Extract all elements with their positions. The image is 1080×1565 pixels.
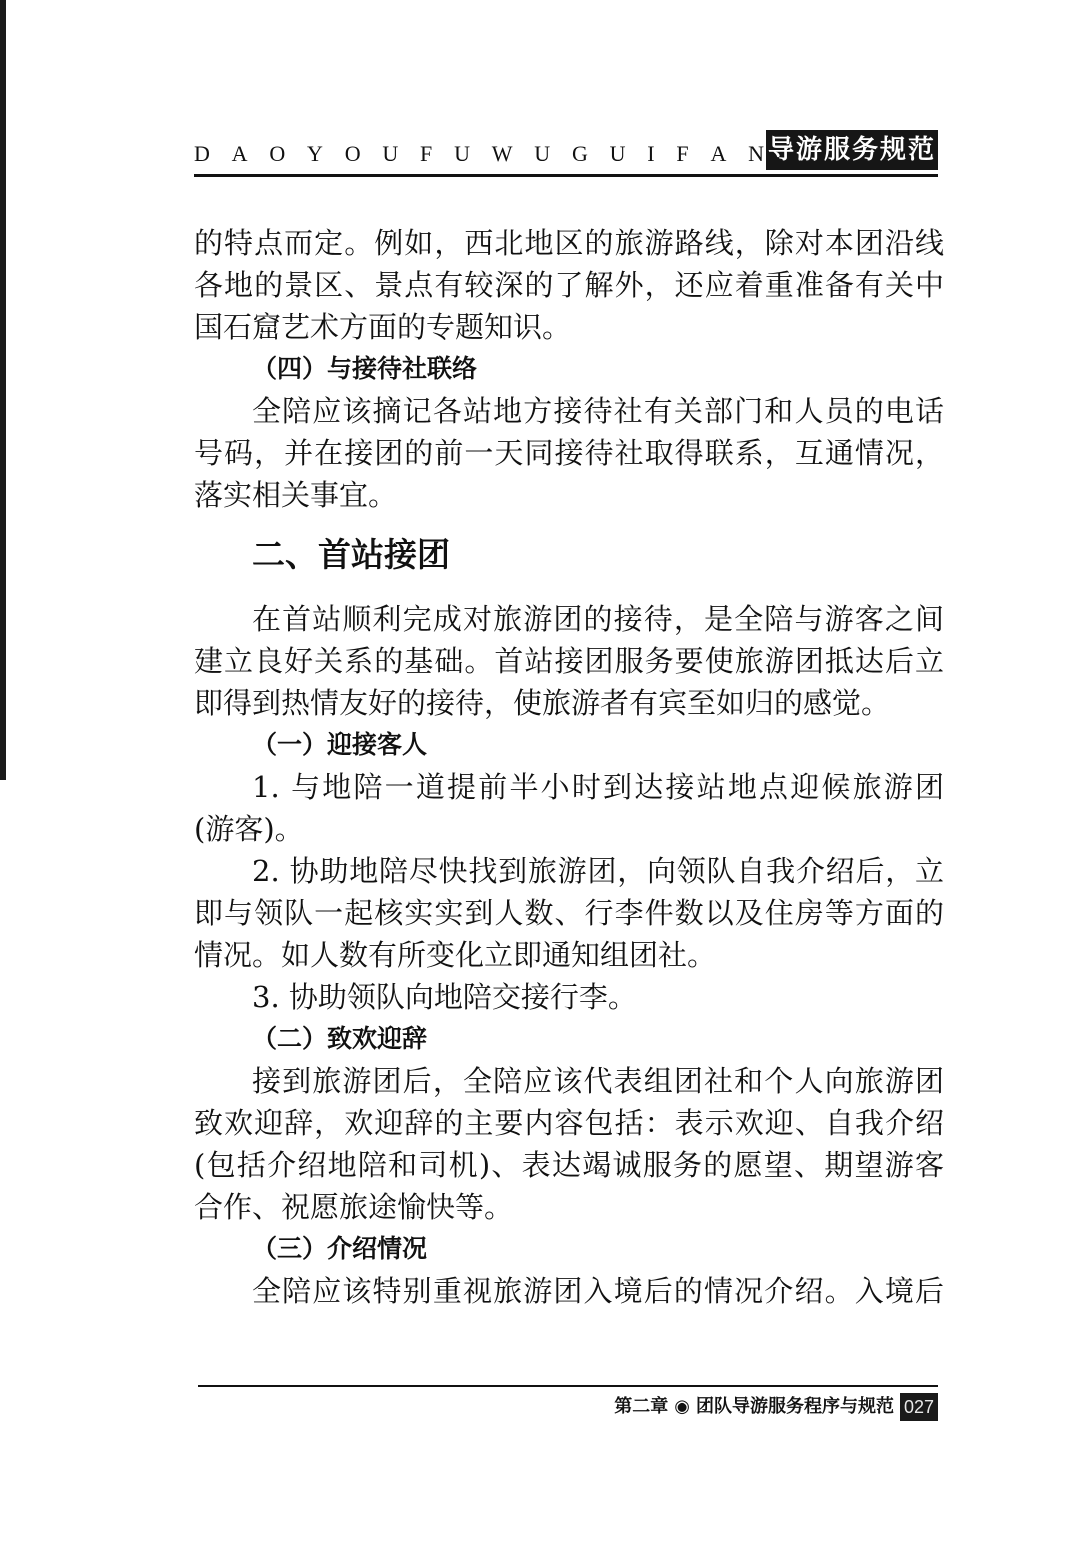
text-line: (包括介绍地陪和司机)、表达竭诚服务的愿望、期望游客 [194, 1148, 944, 1182]
header-letter: I [647, 141, 655, 166]
text-line: (游客)。 [194, 812, 304, 846]
section-heading: 二、首站接团 [252, 535, 450, 574]
text-line: 全陪应该摘记各站地方接待社有关部门和人员的电话 [252, 394, 944, 428]
text-line: 全陪应该特别重视旅游团入境后的情况介绍。入境后 [252, 1274, 944, 1308]
header-letter: G [571, 141, 588, 166]
header-letter: W [491, 141, 513, 166]
header-book-title: 导游服务规范 [766, 130, 938, 170]
footer-chapter: 第二章 [614, 1396, 669, 1417]
text-line: 合作、祝愿旅途愉快等。 [194, 1190, 514, 1224]
subheading-contact: （四）与接待社联络 [252, 354, 478, 383]
header-pinyin [194, 140, 764, 168]
header-letter: U [609, 141, 626, 166]
header-letter: O [269, 141, 286, 166]
header-letter: U [454, 141, 470, 166]
page-body [194, 222, 944, 1312]
page-number: 027 [900, 1393, 938, 1421]
text-line: 致欢迎辞，欢迎辞的主要内容包括：表示欢迎、自我介绍 [194, 1106, 944, 1140]
list-item: 2. 协助地陪尽快找到旅游团，向领队自我介绍后，立 [252, 854, 944, 888]
text-line: 情况。如人数有所变化立即通知组团社。 [194, 938, 717, 972]
header-letter: O [344, 141, 361, 166]
list-item: 3. 协助领队向地陪交接行李。 [252, 980, 637, 1014]
text-line: 接到旅游团后，全陪应该代表组团社和个人向旅游团 [252, 1064, 944, 1098]
scan-edge-shadow [0, 0, 6, 780]
footer-separator: ◉ [674, 1396, 690, 1417]
text-line: 建立良好关系的基础。首站接团服务要使旅游团抵达后立 [194, 644, 944, 678]
header-letter: U [534, 141, 551, 166]
header-letter: D [194, 141, 210, 166]
header-letter: U [382, 141, 399, 166]
header-letter: N [748, 141, 764, 166]
text-line: 各地的景区、景点有较深的了解外，还应着重准备有关中 [194, 268, 944, 302]
text-line: 落实相关事宜。 [194, 478, 398, 512]
text-line: 号码，并在接团的前一天同接待社取得联系，互通情况， [194, 436, 944, 470]
text-line: 即与领队一起核实实到人数、行李件数以及住房等方面的 [194, 896, 944, 930]
header-letter: A [231, 141, 248, 166]
text-line: 在首站顺利完成对旅游团的接待，是全陪与游客之间 [252, 602, 944, 636]
header-rule [194, 174, 938, 177]
running-header [194, 130, 938, 174]
header-letter: F [676, 141, 689, 166]
subheading-intro: （三）介绍情况 [252, 1234, 428, 1263]
footer-rule [198, 1385, 938, 1387]
list-item: 1. 与地陪一道提前半小时到达接站地点迎候旅游团 [252, 770, 944, 804]
running-footer [614, 1391, 938, 1423]
text-line: 即得到热情友好的接待，使旅游者有宾至如归的感觉。 [194, 686, 891, 720]
text-line: 的特点而定。例如，西北地区的旅游路线，除对本团沿线 [194, 226, 944, 260]
text-line: 国石窟艺术方面的专题知识。 [194, 310, 572, 344]
header-letter: Y [307, 141, 323, 166]
footer-chapter-title: 团队导游服务程序与规范 [695, 1396, 894, 1417]
header-letter: A [710, 141, 727, 166]
header-letter: F [420, 141, 433, 166]
subheading-welcome: （一）迎接客人 [252, 730, 428, 759]
subheading-speech: （二）致欢迎辞 [252, 1024, 428, 1053]
